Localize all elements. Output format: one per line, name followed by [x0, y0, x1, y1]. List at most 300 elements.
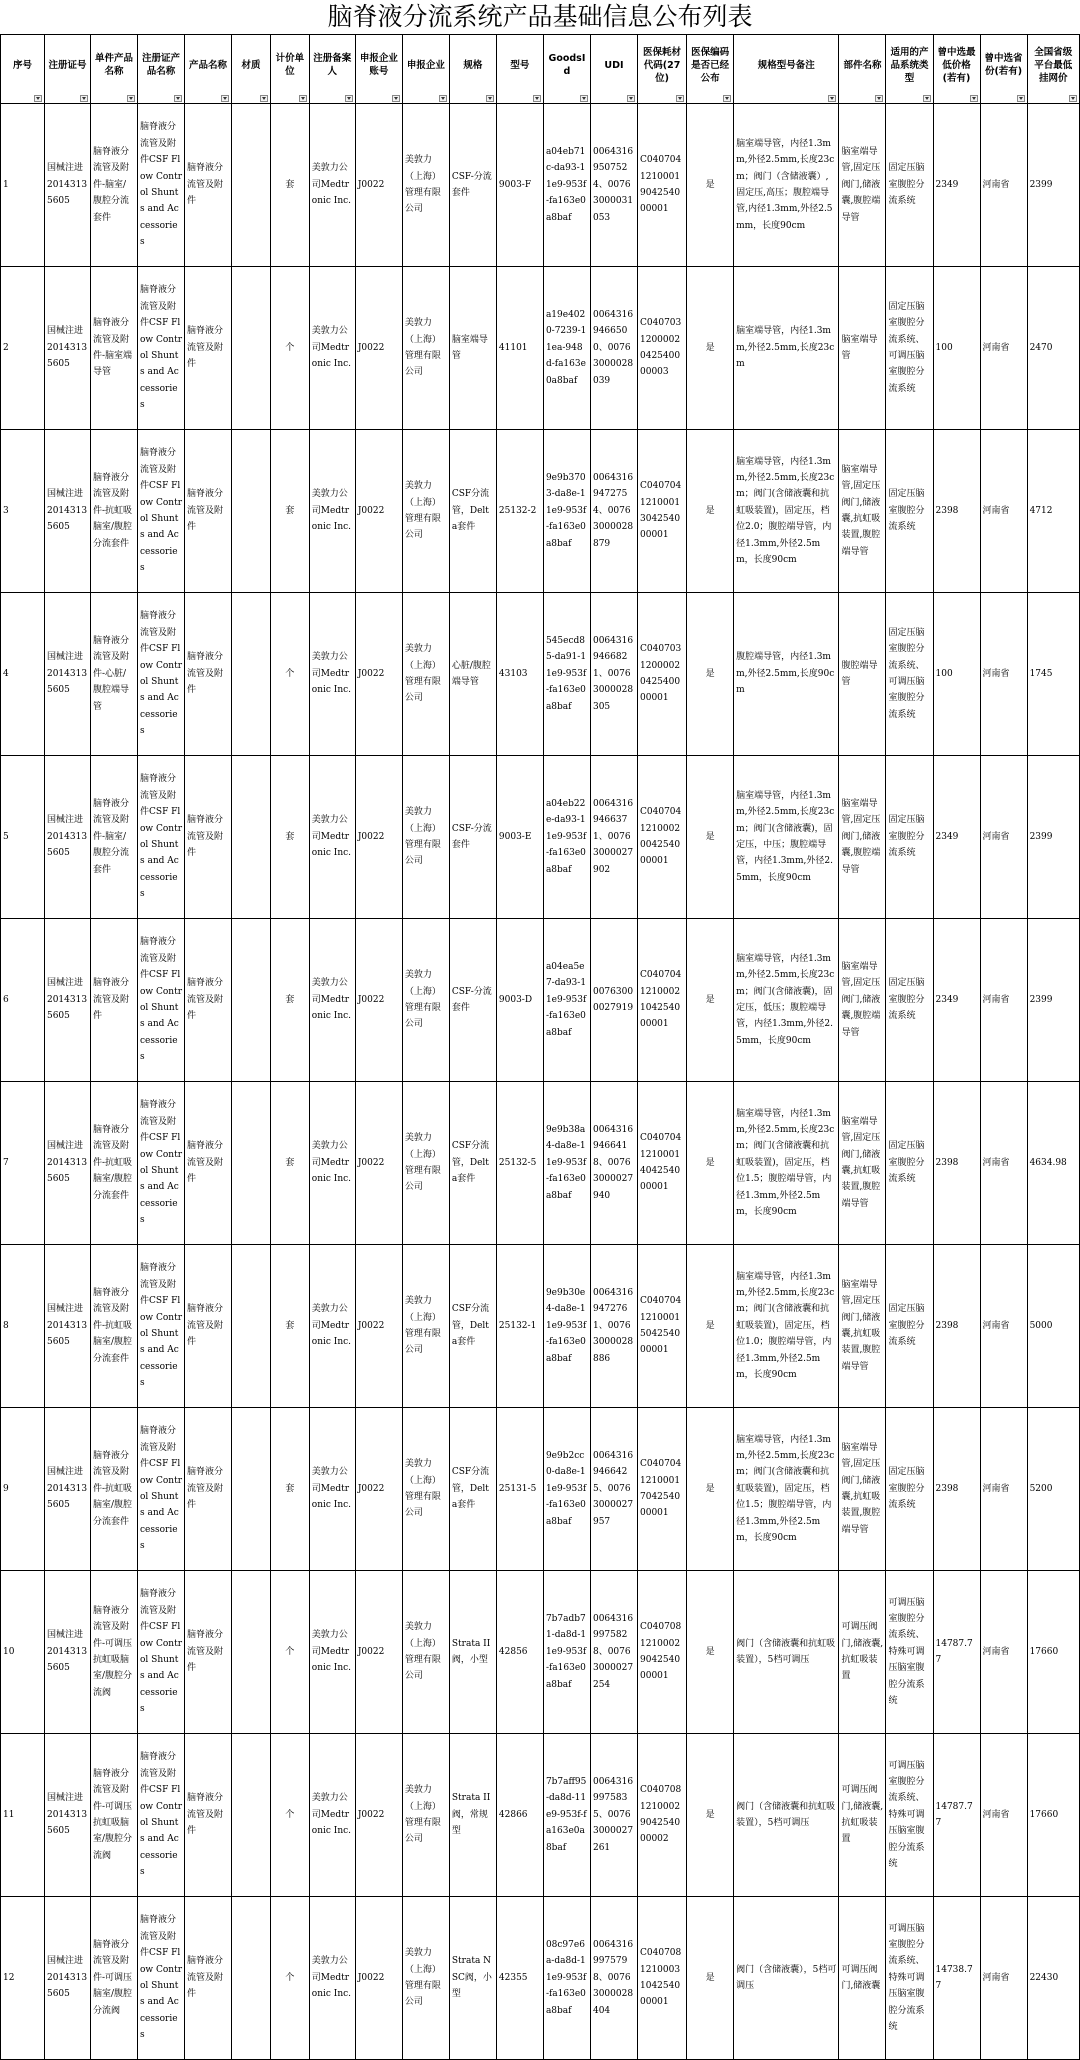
cell-registrant: 美敦力公司Medtronic Inc.	[309, 1082, 355, 1245]
cell-code-published: 是	[687, 1571, 734, 1734]
cell-pricing-unit: 套	[270, 919, 309, 1082]
cell-row-number: 10	[1, 1571, 45, 1734]
cell-specification: CSF分流管，Delta套件	[449, 1408, 496, 1571]
cell-product-name: 脑脊液分流管及附件	[185, 1245, 232, 1408]
cell-pricing-unit: 套	[270, 104, 309, 267]
cell-lowest-bid-price: 2398	[933, 1245, 980, 1408]
cell-lowest-listing-price: 22430	[1027, 1897, 1079, 2060]
filter-dropdown-icon[interactable]	[127, 95, 135, 102]
column-header[interactable]: 医保编码是否已经公布	[687, 35, 734, 104]
filter-dropdown-icon[interactable]	[1017, 95, 1025, 102]
cell-enterprise-account: J0022	[355, 1897, 402, 2060]
cell-component-name: 脑室端导管	[839, 267, 886, 430]
column-header[interactable]: 部件名称	[839, 35, 886, 104]
cell-insurance-code: C0407041210001504254000001	[638, 1245, 687, 1408]
cell-insurance-code: C0407041210002004254000001	[638, 756, 687, 919]
cell-material	[232, 267, 271, 430]
cell-single-product-name: 脑脊液分流管及附件-可调压抗虹吸脑室/腹腔分流阀	[90, 1734, 137, 1897]
cell-product-system-type: 固定压脑室腹腔分流系统	[886, 919, 933, 1082]
cell-row-number: 3	[1, 430, 45, 593]
cell-enterprise-account: J0022	[355, 1245, 402, 1408]
cell-product-name: 脑脊液分流管及附件	[185, 1734, 232, 1897]
filter-dropdown-icon[interactable]	[970, 95, 978, 102]
filter-dropdown-icon[interactable]	[676, 95, 684, 102]
cell-bid-province: 河南省	[980, 104, 1027, 267]
cell-registered-product-name: 脑脊液分流管及附件CSF Flow Control Shunts and Accessories	[138, 1245, 185, 1408]
cell-enterprise-account: J0022	[355, 267, 402, 430]
product-table	[0, 34, 1080, 2060]
cell-insurance-code: C0407041210001304254000001	[638, 430, 687, 593]
cell-pricing-unit: 套	[270, 756, 309, 919]
cell-registered-product-name: 脑脊液分流管及附件CSF Flow Control Shunts and Accessories	[138, 1408, 185, 1571]
cell-spec-remark: 阀门（含储液囊），5档可调压	[734, 1897, 839, 2060]
filter-dropdown-icon[interactable]	[875, 95, 883, 102]
cell-product-name: 脑脊液分流管及附件	[185, 1897, 232, 2060]
cell-specification: CSF分流管，Delta套件	[449, 1082, 496, 1245]
cell-registrant: 美敦力公司Medtronic Inc.	[309, 1734, 355, 1897]
cell-single-product-name: 脑脊液分流管及附件-抗虹吸脑室/腹腔分流套件	[90, 1408, 137, 1571]
cell-registrant: 美敦力公司Medtronic Inc.	[309, 1245, 355, 1408]
cell-bid-province: 河南省	[980, 1897, 1027, 2060]
cell-registration-number: 国械注进20143135605	[44, 1082, 90, 1245]
cell-code-published: 是	[687, 267, 734, 430]
table-row[interactable]	[1, 1734, 1080, 1897]
cell-component-name: 脑室端导管,固定压阀门,储液囊,抗虹吸装置,腹腔端导管	[839, 1408, 886, 1571]
cell-registered-product-name: 脑脊液分流管及附件CSF Flow Control Shunts and Accessories	[138, 1082, 185, 1245]
cell-spec-remark: 脑室端导管，内径1.3mm,外径2.5mm,长度23cm；阀门(含储液囊)，固定压，低压；腹腔端导管，内径1.3mm,外径2.5mm，长度90cm	[734, 919, 839, 1082]
cell-single-product-name: 脑脊液分流管及附件-抗虹吸脑室/腹腔分流套件	[90, 430, 137, 593]
cell-udi: 00643169472754、00763000028879	[590, 430, 637, 593]
cell-registered-product-name: 脑脊液分流管及附件CSF Flow Control Shunts and Accessories	[138, 267, 185, 430]
table-row[interactable]	[1, 1082, 1080, 1245]
cell-registered-product-name: 脑脊液分流管及附件CSF Flow Control Shunts and Accessories	[138, 756, 185, 919]
page-title: 脑脊液分流系统产品基础信息公布列表	[327, 2, 753, 31]
cell-material	[232, 1734, 271, 1897]
cell-enterprise-account: J0022	[355, 1734, 402, 1897]
cell-component-name: 可调压阀门,储液囊,抗虹吸装置	[839, 1571, 886, 1734]
cell-pricing-unit: 个	[270, 593, 309, 756]
cell-udi: 00643169975828、00763000027254	[590, 1571, 637, 1734]
column-header[interactable]: GoodsId	[543, 35, 590, 104]
cell-bid-province: 河南省	[980, 1408, 1027, 1571]
filter-dropdown-icon[interactable]	[533, 95, 541, 102]
cell-registrant: 美敦力公司Medtronic Inc.	[309, 593, 355, 756]
cell-product-name: 脑脊液分流管及附件	[185, 1408, 232, 1571]
cell-specification: CSF分流管，Delta套件	[449, 430, 496, 593]
cell-insurance-code: C0407081210003104254000001	[638, 1897, 687, 2060]
column-header[interactable]: 规格	[449, 35, 496, 104]
cell-udi: 00643169466425、00763000027957	[590, 1408, 637, 1571]
table-row[interactable]	[1, 919, 1080, 1082]
column-header[interactable]: 注册备案人	[309, 35, 355, 104]
cell-specification: 心脏/腹腔端导管	[449, 593, 496, 756]
cell-spec-remark: 腹腔端导管，内径1.3mm,外径2.5mm,长度90cm	[734, 593, 839, 756]
column-header[interactable]: 注册证产品名称	[138, 35, 185, 104]
cell-declaring-enterprise: 美敦力（上海）管理有限公司	[402, 919, 449, 1082]
cell-registration-number: 国械注进20143135605	[44, 430, 90, 593]
cell-product-system-type: 固定压脑室腹腔分流系统	[886, 430, 933, 593]
table-row[interactable]	[1, 1897, 1080, 2060]
cell-model: 42355	[496, 1897, 543, 2060]
cell-bid-province: 河南省	[980, 1082, 1027, 1245]
cell-registered-product-name: 脑脊液分流管及附件CSF Flow Control Shunts and Accessories	[138, 593, 185, 756]
cell-component-name: 脑室端导管,固定压阀门,储液囊,腹腔端导管	[839, 756, 886, 919]
cell-single-product-name: 脑脊液分流管及附件-可调压脑室/腹腔分流阀	[90, 1897, 137, 2060]
cell-material	[232, 593, 271, 756]
table-row[interactable]	[1, 1245, 1080, 1408]
cell-registration-number: 国械注进20143135605	[44, 104, 90, 267]
column-header[interactable]: 医保耗材代码(27位)	[638, 35, 687, 104]
cell-lowest-bid-price: 100	[933, 267, 980, 430]
cell-specification: 脑室端导管	[449, 267, 496, 430]
cell-pricing-unit: 个	[270, 267, 309, 430]
cell-declaring-enterprise: 美敦力（上海）管理有限公司	[402, 267, 449, 430]
cell-registrant: 美敦力公司Medtronic Inc.	[309, 1408, 355, 1571]
table-row[interactable]	[1, 267, 1080, 430]
cell-lowest-listing-price: 2470	[1027, 267, 1079, 430]
cell-bid-province: 河南省	[980, 267, 1027, 430]
cell-product-system-type: 可调压脑室腹腔分流系统、特殊可调压脑室腹腔分流系统	[886, 1734, 933, 1897]
cell-udi: 00643169507524、00763000031053	[590, 104, 637, 267]
cell-model: 25131-5	[496, 1408, 543, 1571]
cell-insurance-code: C0407081210002904254000002	[638, 1734, 687, 1897]
cell-material	[232, 919, 271, 1082]
cell-specification: CSF-分流套件	[449, 104, 496, 267]
cell-component-name: 脑室端导管,固定压阀门,储液囊,抗虹吸装置,腹腔端导管	[839, 430, 886, 593]
table-row[interactable]	[1, 1408, 1080, 1571]
cell-registration-number: 国械注进20143135605	[44, 267, 90, 430]
cell-lowest-listing-price: 5200	[1027, 1408, 1079, 1571]
cell-bid-province: 河南省	[980, 1245, 1027, 1408]
cell-material	[232, 430, 271, 593]
cell-enterprise-account: J0022	[355, 104, 402, 267]
cell-single-product-name: 脑脊液分流管及附件	[90, 919, 137, 1082]
cell-single-product-name: 脑脊液分流管及附件-脑室/腹腔分流套件	[90, 104, 137, 267]
cell-goods-id: 08c97e6a-da8d-11e9-953f-fa163e0a8baf	[543, 1897, 590, 2060]
cell-declaring-enterprise: 美敦力（上海）管理有限公司	[402, 1245, 449, 1408]
column-header[interactable]: 曾中选最低价格(若有)	[933, 35, 980, 104]
cell-enterprise-account: J0022	[355, 1571, 402, 1734]
cell-declaring-enterprise: 美敦力（上海）管理有限公司	[402, 1734, 449, 1897]
cell-product-name: 脑脊液分流管及附件	[185, 919, 232, 1082]
cell-bid-province: 河南省	[980, 756, 1027, 919]
cell-lowest-bid-price: 2398	[933, 430, 980, 593]
cell-product-system-type: 固定压脑室腹腔分流系统	[886, 1082, 933, 1245]
cell-bid-province: 河南省	[980, 919, 1027, 1082]
cell-udi: 00643169466500、00763000028039	[590, 267, 637, 430]
cell-product-name: 脑脊液分流管及附件	[185, 756, 232, 919]
cell-material	[232, 756, 271, 919]
cell-lowest-bid-price: 2398	[933, 1408, 980, 1571]
cell-registrant: 美敦力公司Medtronic Inc.	[309, 1897, 355, 2060]
cell-insurance-code: C0407041210001704254000001	[638, 1408, 687, 1571]
cell-product-name: 脑脊液分流管及附件	[185, 104, 232, 267]
cell-insurance-code: C0407031200002042540000003	[638, 267, 687, 430]
cell-lowest-bid-price: 100	[933, 593, 980, 756]
column-header[interactable]: 申报企业账号	[355, 35, 402, 104]
column-header[interactable]: 计价单位	[270, 35, 309, 104]
cell-component-name: 脑室端导管,固定压阀门,储液囊,腹腔端导管	[839, 919, 886, 1082]
cell-model: 42856	[496, 1571, 543, 1734]
cell-enterprise-account: J0022	[355, 593, 402, 756]
cell-specification: CSF-分流套件	[449, 756, 496, 919]
cell-material	[232, 1245, 271, 1408]
cell-insurance-code: C0407041210002104254000001	[638, 919, 687, 1082]
cell-bid-province: 河南省	[980, 430, 1027, 593]
column-header[interactable]: 产品名称	[185, 35, 232, 104]
cell-enterprise-account: J0022	[355, 1408, 402, 1571]
cell-material	[232, 104, 271, 267]
table-row[interactable]	[1, 593, 1080, 756]
cell-code-published: 是	[687, 1082, 734, 1245]
cell-product-name: 脑脊液分流管及附件	[185, 1571, 232, 1734]
cell-pricing-unit: 个	[270, 1734, 309, 1897]
cell-registered-product-name: 脑脊液分流管及附件CSF Flow Control Shunts and Accessories	[138, 1571, 185, 1734]
cell-specification: CSF-分流套件	[449, 919, 496, 1082]
cell-row-number: 2	[1, 267, 45, 430]
cell-declaring-enterprise: 美敦力（上海）管理有限公司	[402, 756, 449, 919]
table-row[interactable]	[1, 430, 1080, 593]
filter-dropdown-icon[interactable]	[486, 95, 494, 102]
filter-dropdown-icon[interactable]	[80, 95, 88, 102]
cell-specification: Strata NSC阀，小型	[449, 1897, 496, 2060]
cell-goods-id: 9e9b2cc0-da8e-11e9-953f-fa163e0a8baf	[543, 1408, 590, 1571]
cell-enterprise-account: J0022	[355, 756, 402, 919]
cell-component-name: 脑室端导管,固定压阀门,储液囊,抗虹吸装置,腹腔端导管	[839, 1245, 886, 1408]
cell-enterprise-account: J0022	[355, 919, 402, 1082]
filter-dropdown-icon[interactable]	[627, 95, 635, 102]
cell-udi: 00643169472761、00763000028886	[590, 1245, 637, 1408]
cell-registered-product-name: 脑脊液分流管及附件CSF Flow Control Shunts and Accessories	[138, 430, 185, 593]
filter-dropdown-icon[interactable]	[439, 95, 447, 102]
cell-product-system-type: 固定压脑室腹腔分流系统、可调压脑室腹腔分流系统	[886, 267, 933, 430]
filter-dropdown-icon[interactable]	[34, 95, 42, 102]
cell-material	[232, 1408, 271, 1571]
cell-registered-product-name: 脑脊液分流管及附件CSF Flow Control Shunts and Accessories	[138, 919, 185, 1082]
cell-goods-id: 9e9b38a4-da8e-11e9-953f-fa163e0a8baf	[543, 1082, 590, 1245]
cell-spec-remark: 脑室端导管，内径1.3mm,外径2.5mm,长度23cm；阀门(含储液囊和抗虹吸装置)，固定压，档位2.0；腹腔端导管，内径1.3mm,外径2.5mm，长度90cm	[734, 430, 839, 593]
cell-pricing-unit: 套	[270, 1408, 309, 1571]
cell-registration-number: 国械注进20143135605	[44, 1571, 90, 1734]
cell-registrant: 美敦力公司Medtronic Inc.	[309, 267, 355, 430]
cell-lowest-listing-price: 4634.98	[1027, 1082, 1079, 1245]
filter-dropdown-icon[interactable]	[392, 95, 400, 102]
cell-lowest-bid-price: 2349	[933, 104, 980, 267]
cell-single-product-name: 脑脊液分流管及附件-心脏/腹腔端导管	[90, 593, 137, 756]
cell-model: 9003-D	[496, 919, 543, 1082]
cell-lowest-listing-price: 17660	[1027, 1734, 1079, 1897]
cell-single-product-name: 脑脊液分流管及附件-抗虹吸脑室/腹腔分流套件	[90, 1245, 137, 1408]
cell-pricing-unit: 个	[270, 1897, 309, 2060]
cell-product-system-type: 固定压脑室腹腔分流系统	[886, 756, 933, 919]
cell-code-published: 是	[687, 593, 734, 756]
cell-product-name: 脑脊液分流管及附件	[185, 593, 232, 756]
cell-model: 25132-1	[496, 1245, 543, 1408]
cell-registration-number: 国械注进20143135605	[44, 593, 90, 756]
cell-bid-province: 河南省	[980, 1571, 1027, 1734]
cell-lowest-bid-price: 14787.77	[933, 1571, 980, 1734]
cell-registered-product-name: 脑脊液分流管及附件CSF Flow Control Shunts and Accessories	[138, 104, 185, 267]
cell-declaring-enterprise: 美敦力（上海）管理有限公司	[402, 104, 449, 267]
cell-row-number: 12	[1, 1897, 45, 2060]
cell-code-published: 是	[687, 104, 734, 267]
cell-registrant: 美敦力公司Medtronic Inc.	[309, 756, 355, 919]
cell-enterprise-account: J0022	[355, 1082, 402, 1245]
cell-spec-remark: 阀门（含储液囊和抗虹吸装置），5档可调压	[734, 1734, 839, 1897]
cell-goods-id: 7b7aff95-da8d-11e9-953f-fa163e0a8baf	[543, 1734, 590, 1897]
cell-goods-id: a04eb71c-da93-11e9-953f-fa163e0a8baf	[543, 104, 590, 267]
cell-registered-product-name: 脑脊液分流管及附件CSF Flow Control Shunts and Accessories	[138, 1897, 185, 2060]
cell-declaring-enterprise: 美敦力（上海）管理有限公司	[402, 1571, 449, 1734]
cell-registration-number: 国械注进20143135605	[44, 1408, 90, 1571]
column-header[interactable]: 曾中选省份(若有)	[980, 35, 1027, 104]
cell-registration-number: 国械注进20143135605	[44, 919, 90, 1082]
column-header[interactable]: 单件产品名称	[90, 35, 137, 104]
filter-dropdown-icon[interactable]	[260, 95, 268, 102]
cell-code-published: 是	[687, 919, 734, 1082]
cell-component-name: 脑室端导管,固定压阀门,储液囊,腹腔端导管	[839, 104, 886, 267]
cell-row-number: 11	[1, 1734, 45, 1897]
cell-lowest-listing-price: 17660	[1027, 1571, 1079, 1734]
cell-row-number: 5	[1, 756, 45, 919]
cell-lowest-bid-price: 2349	[933, 756, 980, 919]
cell-component-name: 可调压阀门,储液囊,抗虹吸装置	[839, 1734, 886, 1897]
cell-udi: 00643169975798、00763000028404	[590, 1897, 637, 2060]
filter-dropdown-icon[interactable]	[345, 95, 353, 102]
cell-product-system-type: 固定压脑室腹腔分流系统	[886, 104, 933, 267]
cell-product-system-type: 可调压脑室腹腔分流系统、特殊可调压脑室腹腔分流系统	[886, 1571, 933, 1734]
cell-product-name: 脑脊液分流管及附件	[185, 1082, 232, 1245]
filter-dropdown-icon[interactable]	[174, 95, 182, 102]
cell-lowest-bid-price: 2349	[933, 919, 980, 1082]
cell-lowest-listing-price: 4712	[1027, 430, 1079, 593]
table-row[interactable]	[1, 1571, 1080, 1734]
cell-row-number: 1	[1, 104, 45, 267]
cell-product-system-type: 固定压脑室腹腔分流系统、可调压脑室腹腔分流系统	[886, 593, 933, 756]
cell-lowest-listing-price: 2399	[1027, 919, 1079, 1082]
cell-product-system-type: 固定压脑室腹腔分流系统	[886, 1408, 933, 1571]
cell-insurance-code: C0407081210002904254000001	[638, 1571, 687, 1734]
cell-model: 42866	[496, 1734, 543, 1897]
cell-lowest-bid-price: 14787.77	[933, 1734, 980, 1897]
column-header[interactable]: 全国省级平台最低挂网价	[1027, 35, 1079, 104]
cell-lowest-listing-price: 1745	[1027, 593, 1079, 756]
cell-spec-remark: 脑室端导管，内径1.3mm,外径2.5mm,长度23cm；阀门(含储液囊和抗虹吸装置)，固定压，档位1.5；腹腔端导管，内径1.3mm,外径2.5mm，长度90cm	[734, 1082, 839, 1245]
cell-goods-id: a19e4020-7239-11ea-948d-fa163e0a8baf	[543, 267, 590, 430]
column-header[interactable]: 适用的产品系统类型	[886, 35, 933, 104]
header-row	[1, 35, 1080, 104]
cell-row-number: 8	[1, 1245, 45, 1408]
cell-declaring-enterprise: 美敦力（上海）管理有限公司	[402, 430, 449, 593]
cell-row-number: 7	[1, 1082, 45, 1245]
cell-udi: 00643169466418、00763000027940	[590, 1082, 637, 1245]
cell-spec-remark: 脑室端导管，内径1.3mm,外径2.5mm,长度23cm	[734, 267, 839, 430]
cell-goods-id: 7b7adb71-da8d-11e9-953f-fa163e0a8baf	[543, 1571, 590, 1734]
cell-product-name: 脑脊液分流管及附件	[185, 267, 232, 430]
cell-registrant: 美敦力公司Medtronic Inc.	[309, 919, 355, 1082]
filter-dropdown-icon[interactable]	[299, 95, 307, 102]
cell-model: 41101	[496, 267, 543, 430]
cell-goods-id: 9e9b3703-da8e-11e9-953f-fa163e0a8baf	[543, 430, 590, 593]
cell-row-number: 9	[1, 1408, 45, 1571]
cell-registered-product-name: 脑脊液分流管及附件CSF Flow Control Shunts and Accessories	[138, 1734, 185, 1897]
cell-pricing-unit: 个	[270, 1571, 309, 1734]
cell-model: 25132-5	[496, 1082, 543, 1245]
filter-dropdown-icon[interactable]	[723, 95, 731, 102]
cell-goods-id: 9e9b30e4-da8e-11e9-953f-fa163e0a8baf	[543, 1245, 590, 1408]
filter-dropdown-icon[interactable]	[580, 95, 588, 102]
column-header[interactable]: 型号	[496, 35, 543, 104]
cell-model: 9003-E	[496, 756, 543, 919]
column-header[interactable]: 规格型号备注	[734, 35, 839, 104]
column-header[interactable]: 材质	[232, 35, 271, 104]
cell-udi: 00763000027919	[590, 919, 637, 1082]
filter-dropdown-icon[interactable]	[221, 95, 229, 102]
cell-registration-number: 国械注进20143135605	[44, 1734, 90, 1897]
filter-dropdown-icon[interactable]	[1069, 95, 1077, 102]
cell-code-published: 是	[687, 1734, 734, 1897]
cell-material	[232, 1082, 271, 1245]
filter-dropdown-icon[interactable]	[923, 95, 931, 102]
cell-model: 9003-F	[496, 104, 543, 267]
cell-specification: CSF分流管，Delta套件	[449, 1245, 496, 1408]
cell-registrant: 美敦力公司Medtronic Inc.	[309, 104, 355, 267]
cell-udi: 00643169466821、00763000028305	[590, 593, 637, 756]
cell-registration-number: 国械注进20143135605	[44, 1245, 90, 1408]
filter-dropdown-icon[interactable]	[828, 95, 836, 102]
cell-lowest-listing-price: 5000	[1027, 1245, 1079, 1408]
cell-single-product-name: 脑脊液分流管及附件-脑室/腹腔分流套件	[90, 756, 137, 919]
cell-single-product-name: 脑脊液分流管及附件-可调压抗虹吸脑室/腹腔分流阀	[90, 1571, 137, 1734]
cell-single-product-name: 脑脊液分流管及附件-抗虹吸脑室/腹腔分流套件	[90, 1082, 137, 1245]
table-row[interactable]	[1, 756, 1080, 919]
cell-code-published: 是	[687, 1245, 734, 1408]
cell-component-name: 腹腔端导管	[839, 593, 886, 756]
cell-lowest-bid-price: 2398	[933, 1082, 980, 1245]
cell-component-name: 可调压阀门,储液囊	[839, 1897, 886, 2060]
cell-registrant: 美敦力公司Medtronic Inc.	[309, 430, 355, 593]
cell-pricing-unit: 套	[270, 1245, 309, 1408]
cell-udi: 00643169466371、00763000027902	[590, 756, 637, 919]
cell-pricing-unit: 套	[270, 1082, 309, 1245]
cell-registrant: 美敦力公司Medtronic Inc.	[309, 1571, 355, 1734]
table-row[interactable]	[1, 104, 1080, 267]
cell-insurance-code: C0407041210001404254000001	[638, 1082, 687, 1245]
cell-bid-province: 河南省	[980, 593, 1027, 756]
column-header[interactable]: UDI	[590, 35, 637, 104]
cell-goods-id: a04eb22e-da93-11e9-953f-fa163e0a8baf	[543, 756, 590, 919]
cell-goods-id: 545ecd85-da91-11e9-953f-fa163e0a8baf	[543, 593, 590, 756]
column-header[interactable]: 序号	[1, 35, 45, 104]
cell-specification: Strata II阀，小型	[449, 1571, 496, 1734]
cell-registration-number: 国械注进20143135605	[44, 756, 90, 919]
cell-spec-remark: 阀门（含储液囊和抗虹吸装置），5档可调压	[734, 1571, 839, 1734]
cell-declaring-enterprise: 美敦力（上海）管理有限公司	[402, 1897, 449, 2060]
cell-declaring-enterprise: 美敦力（上海）管理有限公司	[402, 593, 449, 756]
cell-spec-remark: 脑室端导管，内径1.3mm,外径2.5mm,长度23cm；阀门(含储液囊)，固定压，中压；腹腔端导管，内径1.3mm,外径2.5mm，长度90cm	[734, 756, 839, 919]
column-header[interactable]: 申报企业	[402, 35, 449, 104]
cell-spec-remark: 脑室端导管，内径1.3mm,外径2.5mm,长度23cm；阀门(含储液囊和抗虹吸装置)，固定压，档位1.0；腹腔端导管，内径1.3mm,外径2.5mm，长度90cm	[734, 1245, 839, 1408]
cell-model: 25132-2	[496, 430, 543, 593]
cell-component-name: 脑室端导管,固定压阀门,储液囊,抗虹吸装置,腹腔端导管	[839, 1082, 886, 1245]
cell-product-system-type: 可调压脑室腹腔分流系统、特殊可调压脑室腹腔分流系统	[886, 1897, 933, 2060]
cell-goods-id: a04ea5e7-da93-11e9-953f-fa163e0a8baf	[543, 919, 590, 1082]
cell-product-name: 脑脊液分流管及附件	[185, 430, 232, 593]
cell-lowest-bid-price: 14738.77	[933, 1897, 980, 2060]
cell-specification: Strata II阀，常规型	[449, 1734, 496, 1897]
column-header[interactable]: 注册证号	[44, 35, 90, 104]
cell-declaring-enterprise: 美敦力（上海）管理有限公司	[402, 1082, 449, 1245]
